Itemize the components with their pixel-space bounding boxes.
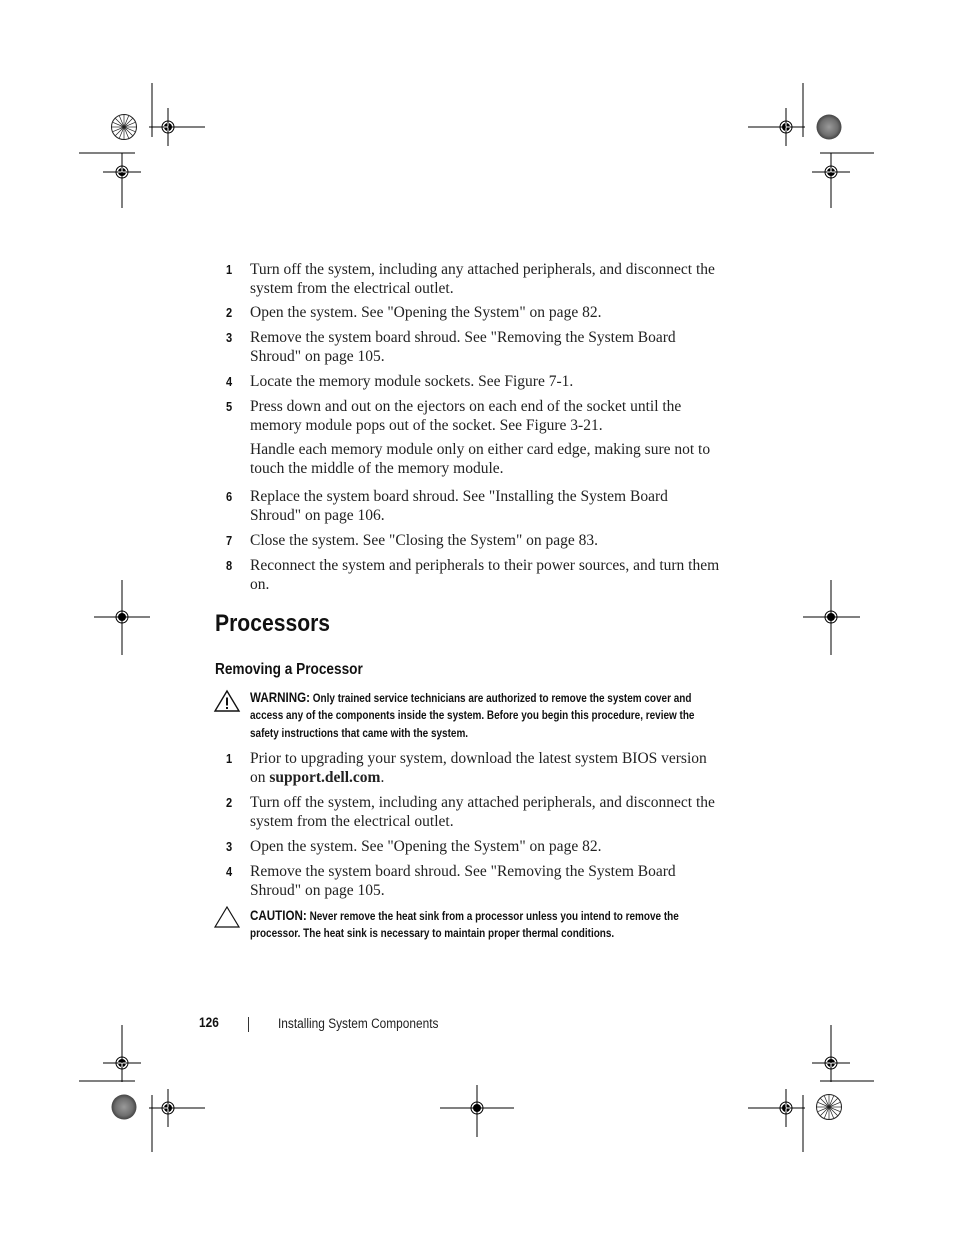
step-number: 2 [226,795,233,810]
step-number: 5 [226,399,233,414]
step-number: 8 [226,558,233,573]
caution-label: CAUTION: [250,907,307,923]
warning-text: Only trained service technicians are authorized to remove the system cover and access any of the components inside the system. Before you begin this procedure, review the safety instructions that came with the system. [250,691,695,740]
footer-divider [248,1017,249,1032]
warning-text-block [250,689,715,742]
step-text: Press down and out on the ejectors on each end of the socket until the memory module pops out of the socket. See Figure 3-21. [250,398,682,434]
step-number: 6 [226,489,233,504]
footer-section-title: Installing System Components [278,1016,439,1031]
step-note: Handle each memory module only on either card edge, making sure not to touch the middle of the memory module. [250,441,711,477]
step-text: Reconnect the system and peripherals to their power sources, and turn them on. [250,557,720,593]
step-text: Replace the system board shroud. See "Installing the System Board Shroud" on page 106. [250,488,668,524]
caution-text-block [250,907,715,943]
step-text-after: . [380,769,385,786]
caution-text: Never remove the heat sink from a processor unless you intend to remove the processor. The heat sink is necessary to maintain proper thermal conditions. [250,909,679,941]
page-title: Processors [215,610,331,637]
support-link[interactable]: support.dell.com [269,769,381,786]
warning-icon [213,689,241,713]
section-heading: Removing a Processor [215,661,363,678]
step-number: 4 [226,374,233,389]
step-text: Open the system. See "Opening the System" on page 82. [250,838,602,855]
step-text: Turn off the system, including any attached peripherals, and disconnect the system from the electrical outlet. [250,261,715,297]
step-text: Open the system. See "Opening the System" on page 82. [250,304,602,321]
page-number: 126 [199,1015,219,1030]
step-text: Remove the system board shroud. See "Removing the System Board Shroud" on page 105. [250,863,676,899]
warning-label: WARNING: [250,689,311,705]
step-number: 1 [226,751,233,766]
step-text: Close the system. See "Closing the System" on page 83. [250,532,599,549]
step-number: 1 [226,262,233,277]
step-text: Turn off the system, including any attached peripherals, and disconnect the system from the electrical outlet. [250,794,715,830]
step-number: 7 [226,533,233,548]
step-number: 3 [226,839,233,854]
step-text [250,749,720,787]
step-text: Locate the memory module sockets. See Figure 7-1. [250,373,574,390]
step-number: 4 [226,864,233,879]
step-number: 3 [226,330,233,345]
step-text: Remove the system board shroud. See "Removing the System Board Shroud" on page 105. [250,329,676,365]
caution-icon [213,905,241,929]
step-text-before: Prior to upgrading your system, download the latest system BIOS version on [250,750,707,786]
step-number: 2 [226,305,233,320]
